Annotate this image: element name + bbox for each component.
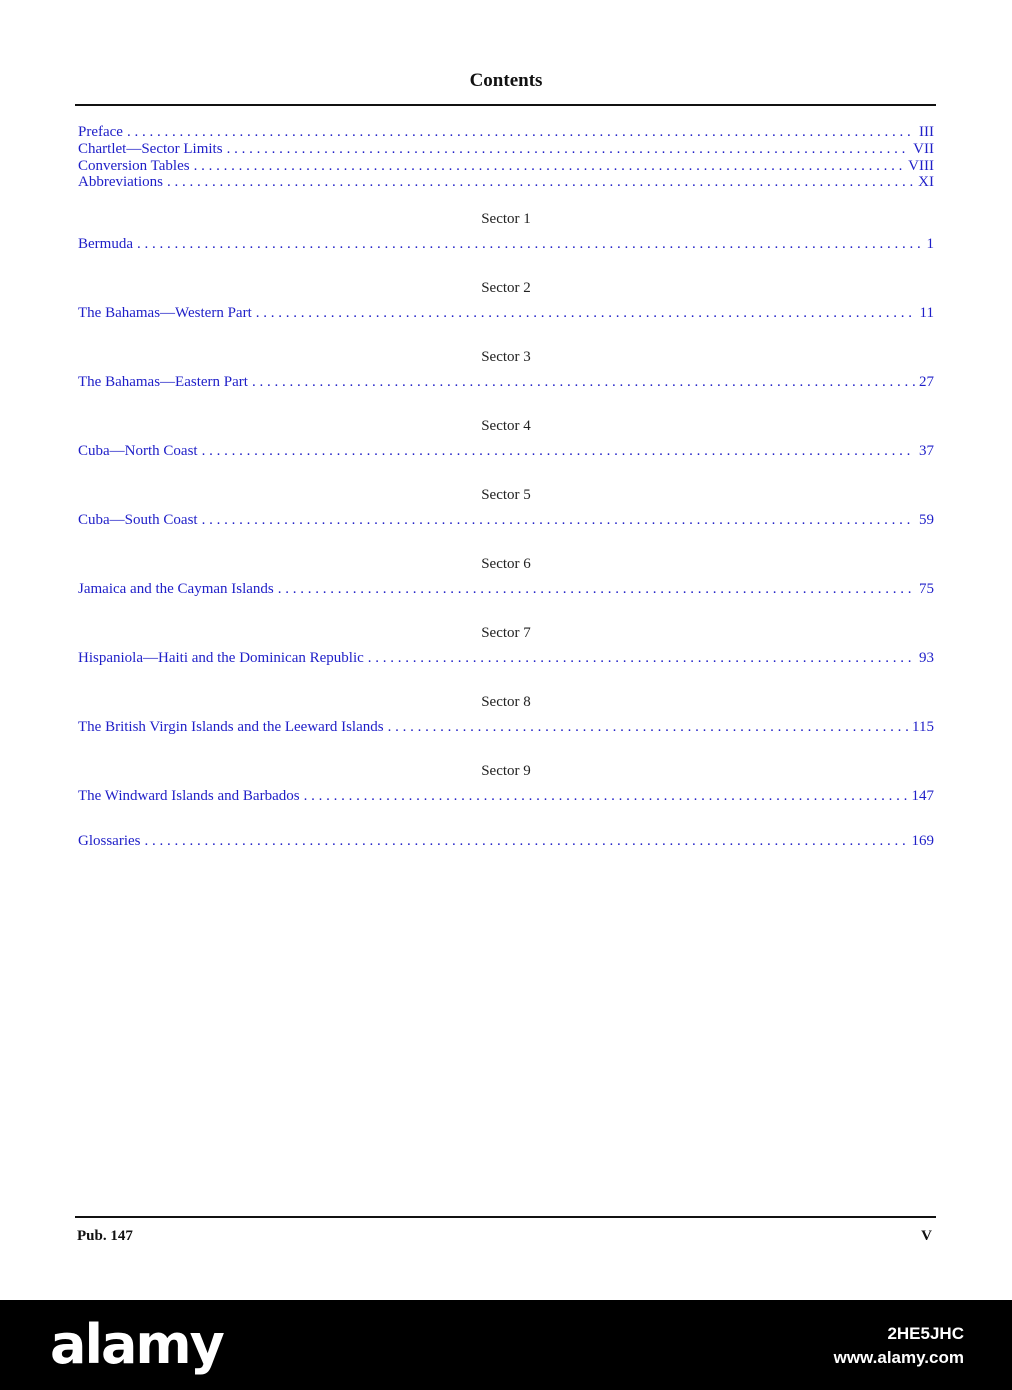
toc-entry-page: 27: [919, 374, 934, 390]
toc-entry-page: VIII: [908, 158, 934, 174]
top-rule: [75, 104, 936, 106]
toc-entry-chartlet[interactable]: [78, 140, 934, 158]
dot-leader: [127, 123, 915, 141]
toc-entry-page: 93: [919, 650, 934, 666]
bottom-rule: [75, 1216, 936, 1218]
toc-entry-sector-3[interactable]: [78, 373, 934, 391]
toc-entry-sector-9[interactable]: [78, 787, 934, 805]
toc-entry-sector-2[interactable]: [78, 304, 934, 322]
dot-leader: [227, 140, 910, 158]
image-code: 2HE5JHC: [887, 1324, 964, 1343]
toc-entry-page: 147: [911, 788, 934, 804]
dot-leader: [137, 235, 923, 253]
toc-entry-sector-4[interactable]: [78, 442, 934, 460]
toc-entry-label: Cuba—South Coast: [78, 512, 198, 528]
site-url: www.alamy.com: [833, 1348, 964, 1367]
dot-leader: [278, 580, 915, 598]
toc-entry-label: The Bahamas—Western Part: [78, 305, 252, 321]
dot-leader: [202, 442, 915, 460]
toc-entry-label: Hispaniola—Haiti and the Dominican Republic: [78, 650, 364, 666]
sector-heading: Sector 8: [481, 694, 531, 710]
dot-leader: [368, 649, 915, 667]
toc-entry-page: 11: [919, 305, 934, 321]
toc-entry-page: 169: [911, 833, 934, 849]
toc-entry-sector-6[interactable]: [78, 580, 934, 598]
toc-entry-label: Bermuda: [78, 236, 133, 252]
toc-entry-sector-8[interactable]: [78, 718, 934, 736]
dot-leader: [304, 787, 908, 805]
toc-entry-glossaries[interactable]: [78, 832, 934, 850]
toc-entry-page: 75: [919, 581, 934, 597]
toc-entry-abbreviations[interactable]: [78, 173, 934, 191]
dot-leader: [252, 373, 915, 391]
watermark-bar: [0, 1300, 1012, 1390]
dot-leader: [145, 832, 908, 850]
sector-heading: Sector 9: [481, 763, 531, 779]
image-credit: [834, 1322, 964, 1370]
toc-entry-sector-5[interactable]: [78, 511, 934, 529]
toc-entry-page: III: [919, 124, 934, 140]
toc-entry-label: Cuba—North Coast: [78, 443, 198, 459]
toc-entry-page: 59: [919, 512, 934, 528]
dot-leader: [202, 511, 915, 529]
toc-entry-page: VII: [913, 141, 934, 157]
dot-leader: [388, 718, 908, 736]
toc-entry-page: 37: [919, 443, 934, 459]
sector-heading: Sector 2: [481, 280, 531, 296]
sector-heading: Sector 3: [481, 349, 531, 365]
page-title: Contents: [469, 70, 543, 91]
toc-entry-label: The Windward Islands and Barbados: [78, 788, 300, 804]
toc-entry-label: Conversion Tables: [78, 158, 190, 174]
toc-entry-sector-1[interactable]: [78, 235, 934, 253]
toc-entry-label: Jamaica and the Cayman Islands: [78, 581, 274, 597]
sector-heading: Sector 7: [481, 625, 531, 641]
toc-entry-label: The British Virgin Islands and the Leeward Islands: [78, 719, 384, 735]
toc-entry-page: XI: [918, 174, 934, 190]
toc-entry-label: Preface: [78, 124, 123, 140]
sector-heading: Sector 5: [481, 487, 531, 503]
toc-entry-label: Abbreviations: [78, 174, 163, 190]
dot-leader: [167, 173, 914, 191]
toc-entry-label: The Bahamas—Eastern Part: [78, 374, 248, 390]
dot-leader: [256, 304, 916, 322]
sector-heading: Sector 4: [481, 418, 531, 434]
toc-entry-label: Chartlet—Sector Limits: [78, 141, 223, 157]
alamy-logo: alamy: [50, 1313, 223, 1376]
sector-heading: Sector 6: [481, 556, 531, 572]
toc-entry-preface[interactable]: [78, 123, 934, 141]
toc-entry-label: Glossaries: [78, 833, 141, 849]
sector-heading: Sector 1: [481, 211, 531, 227]
toc-entry-page: 1: [926, 236, 934, 252]
toc-entry-page: 115: [912, 719, 934, 735]
toc-entry-sector-7[interactable]: [78, 649, 934, 667]
page-number: V: [921, 1228, 932, 1244]
publication-label: Pub. 147: [77, 1228, 133, 1244]
